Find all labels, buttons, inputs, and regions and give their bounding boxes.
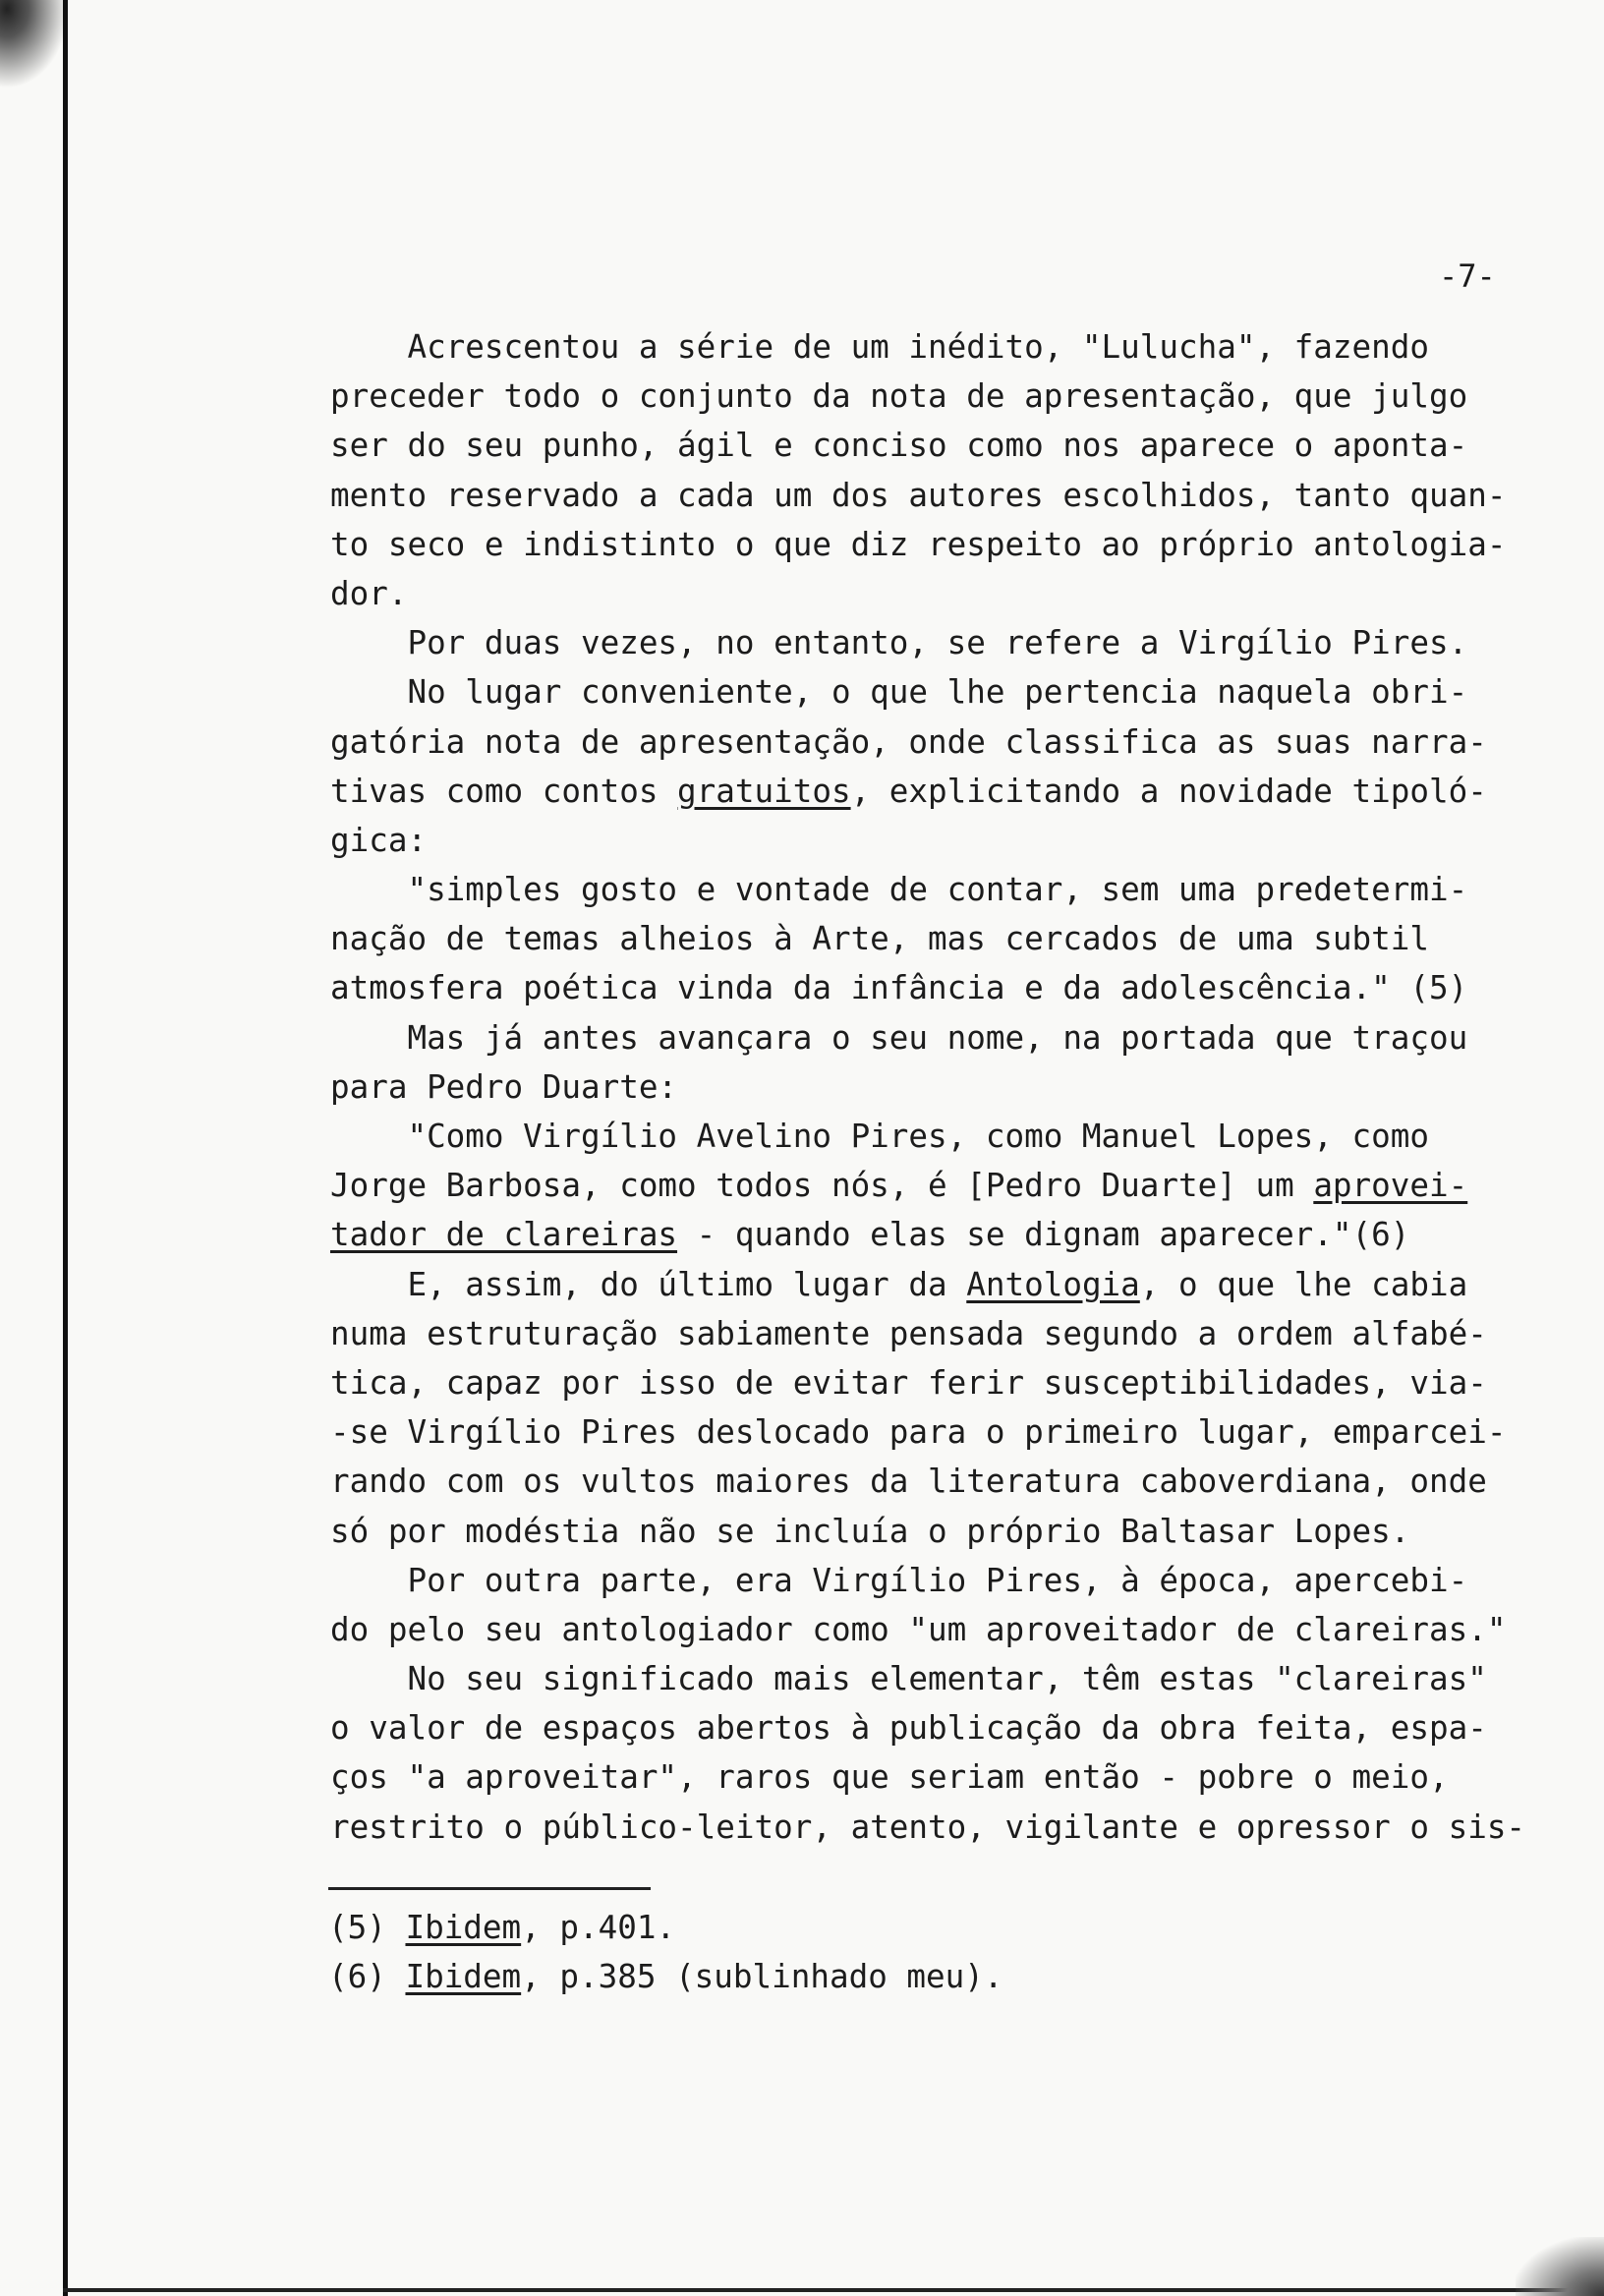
- text-line: [330, 1407, 1598, 1457]
- text-run: Jorge Barbosa, como todos nós, é [Pedro Duarte] um: [330, 1167, 1314, 1205]
- text-run: gatória nota de apresentação, onde classifica as suas narra-: [330, 722, 1487, 761]
- text-run: preceder todo o conjunto da nota de apresentação, que julgo: [330, 377, 1468, 416]
- footnote-line: [328, 1903, 1508, 1952]
- underlined-text: Antologia: [966, 1265, 1140, 1303]
- text-run: o valor de espaços abertos à publicação da obra feita, espa-: [330, 1709, 1487, 1748]
- text-run: "Como Virgílio Avelino Pires, como Manuel Lopes, como: [330, 1118, 1429, 1155]
- text-line: [330, 322, 1598, 372]
- text-run: atmosfera poética vinda da infância e da adolescência." (5): [330, 969, 1468, 1007]
- text-line: [330, 1605, 1598, 1654]
- text-line: [330, 1556, 1598, 1605]
- scan-left-edge: [63, 0, 68, 2296]
- text-run: só por modéstia não se incluía o próprio Baltasar Lopes.: [330, 1512, 1410, 1550]
- underlined-text: gratuitos: [677, 772, 851, 810]
- text-run: tica, capaz por isso de evitar ferir susceptibilidades, via-: [330, 1363, 1487, 1402]
- text-line: [330, 865, 1598, 914]
- text-line: [330, 1358, 1598, 1407]
- text-run: Mas já antes avançara o seu nome, na portada que traçou: [330, 1018, 1468, 1057]
- text-run: "simples gosto e vontade de contar, sem uma predetermi-: [330, 871, 1468, 909]
- footnotes: [328, 1903, 1508, 2001]
- text-run: , p.385 (sublinhado meu).: [521, 1958, 1003, 1996]
- underlined-text: Ibidem: [405, 1909, 522, 1946]
- scan-bottom-right-smudge: [1516, 2237, 1604, 2296]
- text-run: Por duas vezes, no entanto, se refere a Virgílio Pires.: [330, 624, 1468, 662]
- text-run: ços "a aproveitar", raros que seriam então - pobre o meio,: [330, 1758, 1449, 1797]
- text-line: [330, 1309, 1598, 1358]
- footnote-line: [328, 1952, 1508, 2001]
- text-run: Acrescentou a série de um inédito, "Lulucha", fazendo: [330, 328, 1429, 366]
- text-run: - quando elas se dignam aparecer."(6): [677, 1216, 1410, 1254]
- text-run: dor.: [330, 574, 408, 612]
- text-line: [330, 1654, 1598, 1703]
- text-run: para Pedro Duarte:: [330, 1067, 678, 1106]
- text-line: [330, 914, 1598, 963]
- text-run: mento reservado a cada um dos autores escolhidos, tanto quan-: [330, 476, 1507, 514]
- text-run: restrito o público-leitor, atento, vigilante e opressor o sis-: [330, 1808, 1526, 1846]
- text-line: [330, 1803, 1598, 1852]
- text-line: [330, 372, 1598, 421]
- text-run: do pelo seu antologiador como "um aproveitador de clareiras.": [330, 1610, 1507, 1648]
- text-run: , explicitando a novidade tipoló-: [850, 772, 1487, 810]
- scan-corner-smudge: [0, 0, 69, 88]
- text-line: [330, 471, 1598, 520]
- text-run: No lugar conveniente, o que lhe pertencia naquela obri-: [330, 673, 1468, 712]
- text-run: -se Virgílio Pires deslocado para o primeiro lugar, emparcei-: [330, 1413, 1507, 1452]
- body-text: [330, 322, 1598, 1852]
- text-line: [330, 1507, 1598, 1556]
- text-run: tivas como contos: [330, 772, 678, 810]
- text-line: [330, 520, 1598, 569]
- text-line: [330, 1161, 1598, 1210]
- text-line: [330, 718, 1598, 767]
- text-run: nação de temas alheios à Arte, mas cercados de uma subtil: [330, 920, 1429, 958]
- text-run: numa estruturação sabiamente pensada segundo a ordem alfabé-: [330, 1314, 1487, 1352]
- text-run: E, assim, do último lugar da: [330, 1265, 967, 1303]
- text-line: [330, 1703, 1598, 1752]
- text-line: [330, 667, 1598, 717]
- text-line: [330, 618, 1598, 667]
- text-run: gica:: [330, 821, 428, 859]
- text-run: to seco e indistinto o que diz respeito ao próprio antologia-: [330, 525, 1507, 563]
- text-run: Por outra parte, era Virgílio Pires, à época, apercebi-: [330, 1561, 1468, 1599]
- text-line: [330, 1013, 1598, 1062]
- text-line: [330, 1752, 1598, 1802]
- underlined-text: tador de clareiras: [330, 1216, 678, 1254]
- text-run: , o que lhe cabia: [1139, 1265, 1468, 1303]
- text-line: [330, 421, 1598, 470]
- text-line: [330, 767, 1598, 816]
- text-run: (5): [328, 1909, 406, 1946]
- text-run: ser do seu punho, ágil e conciso como nos aparece o aponta-: [330, 427, 1468, 465]
- text-line: [330, 1062, 1598, 1112]
- text-run: (6): [328, 1958, 406, 1996]
- text-line: [330, 569, 1598, 618]
- text-line: [330, 816, 1598, 865]
- page-number: -7-: [1439, 258, 1496, 295]
- text-line: [330, 1112, 1598, 1161]
- text-run: rando com os vultos maiores da literatura caboverdiana, onde: [330, 1463, 1487, 1501]
- text-line: [330, 963, 1598, 1012]
- text-line: [330, 1260, 1598, 1309]
- text-run: No seu significado mais elementar, têm estas "clareiras": [330, 1660, 1487, 1698]
- footnote-separator: [328, 1887, 651, 1890]
- underlined-text: aprovei-: [1313, 1167, 1468, 1205]
- text-line: [330, 1210, 1598, 1259]
- text-run: , p.401.: [521, 1909, 676, 1946]
- text-line: [330, 1457, 1598, 1506]
- underlined-text: Ibidem: [405, 1958, 522, 1996]
- scan-bottom-edge: [63, 2288, 1604, 2292]
